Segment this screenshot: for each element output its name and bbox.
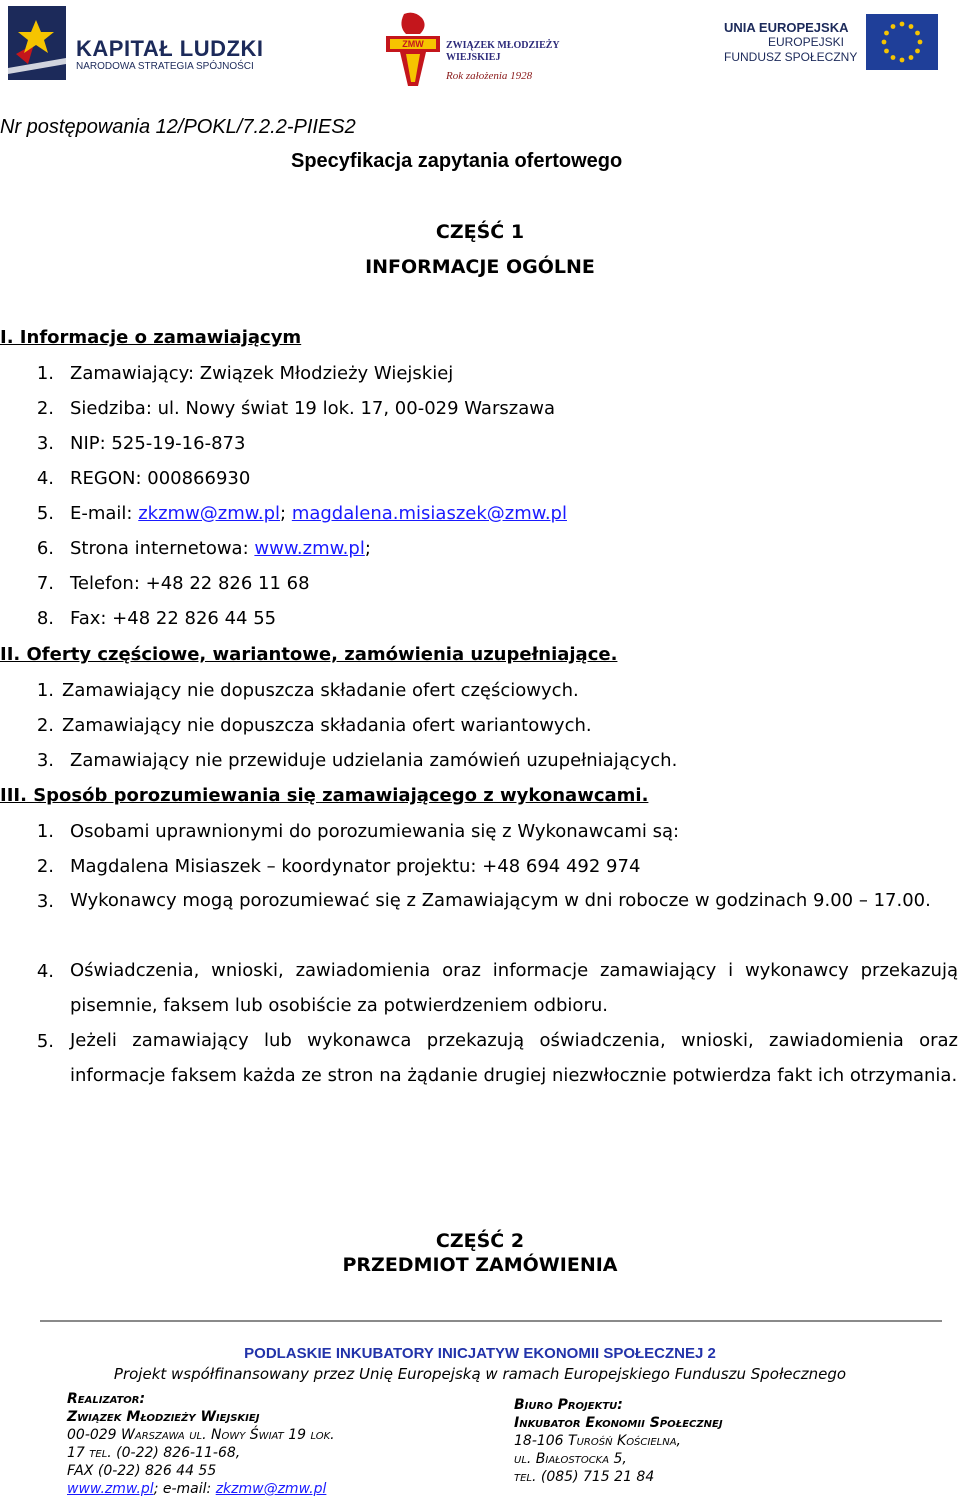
footer-left-heading: Realizator: <box>67 1391 146 1407</box>
footer-project-name: PODLASKIE INKUBATORY INICJATYW EKONOMII SPOŁECZNEJ 2 <box>244 1345 716 1362</box>
footer-realizator: Realizator: Związek Młodzieży Wiejskiej 00-029 Warszawa ul. Nowy Świat 19 lok. 17 tel. (0-22) 826-11-68, FAX (0-22) 826 44 55 www.zmw.pl; e-mail: zkzmw@zmw.pl <box>67 1391 335 1497</box>
email-link-misiaszek[interactable]: magdalena.misiaszek@zmw.pl <box>291 503 567 524</box>
footer-right-address2: ul. Białostocka 5, <box>514 1451 627 1467</box>
footer-left-address: 00-029 Warszawa ul. Nowy Świat 19 lok. <box>67 1427 335 1443</box>
part1-title: INFORMACJE OGÓLNE <box>365 256 595 278</box>
footer-website-link[interactable]: www.zmw.pl <box>67 1481 154 1497</box>
document-title: Specyfikacja zapytania ofertowego <box>291 150 623 172</box>
kapital-ludzki-subtitle: NARODOWA STRATEGIA SPÓJNOŚCI <box>76 61 254 72</box>
footer-biuro <box>514 1396 723 1486</box>
footer-email-link[interactable]: zkzmw@zmw.pl <box>215 1481 327 1497</box>
case-number: Nr postępowania 12/POKL/7.2.2-PIIES2 <box>0 116 356 138</box>
footer-divider <box>40 1320 942 1322</box>
part1-label: CZĘŚĆ 1 <box>435 221 525 243</box>
footer-right-heading: Biuro Projektu: <box>514 1397 623 1413</box>
part2-title: PRZEDMIOT ZAMÓWIENIA <box>342 1254 618 1276</box>
kapital-ludzki-title: KAPITAŁ LUDZKI <box>76 36 264 61</box>
eu-line2: EUROPEJSKI <box>767 35 844 49</box>
kapital-ludzki-logo <box>8 6 264 86</box>
section2-heading: II. Oferty częściowe, wariantowe, zamówienia uzupełniające. <box>0 644 618 665</box>
eu-logo <box>724 14 940 74</box>
footer-right-address: 18-106 Turośń Kościelna, <box>514 1433 681 1449</box>
eu-text-block <box>724 20 858 65</box>
zmw-emblem-text: ZMW <box>402 39 424 49</box>
section3-heading: III. Sposób porozumiewania się zamawiającego z wykonawcami. <box>0 785 649 806</box>
footer-cofinance: Projekt współfinansowany przez Unię Europejską w ramach Europejskiego Funduszu Społecznego <box>113 1365 847 1383</box>
website-link[interactable]: www.zmw.pl <box>254 538 365 559</box>
email-link-zkzmw[interactable]: zkzmw@zmw.pl <box>138 503 281 524</box>
section1-heading: I. Informacje o zamawiającym <box>0 327 302 348</box>
part2-label: CZĘŚĆ 2 <box>435 1230 525 1252</box>
zmw-name: ZWIĄZEK MŁODZIEŻY WIEJSKIEJ <box>446 40 560 63</box>
footer-left-fax: FAX (0-22) 826 44 55 <box>67 1463 217 1479</box>
footer-right-tel: tel. (085) 715 21 84 <box>514 1469 655 1485</box>
zmw-year: Rok założenia 1928 <box>446 70 533 82</box>
kapital-ludzki-emblem-icon <box>8 6 66 80</box>
footer-left-address2: 17 tel. (0-22) 826-11-68, <box>67 1445 241 1461</box>
zmw-torch-icon <box>384 10 442 88</box>
footer-left-org: Związek Młodzieży Wiejskiej <box>67 1409 260 1425</box>
eu-line1: UNIA EUROPEJSKA <box>724 20 849 35</box>
zmw-logo <box>384 10 564 90</box>
eu-line3: FUNDUSZ SPOŁECZNY <box>724 50 858 64</box>
eu-flag-icon <box>866 14 938 70</box>
footer-right-org: Inkubator Ekonomii Społecznej <box>514 1415 723 1431</box>
